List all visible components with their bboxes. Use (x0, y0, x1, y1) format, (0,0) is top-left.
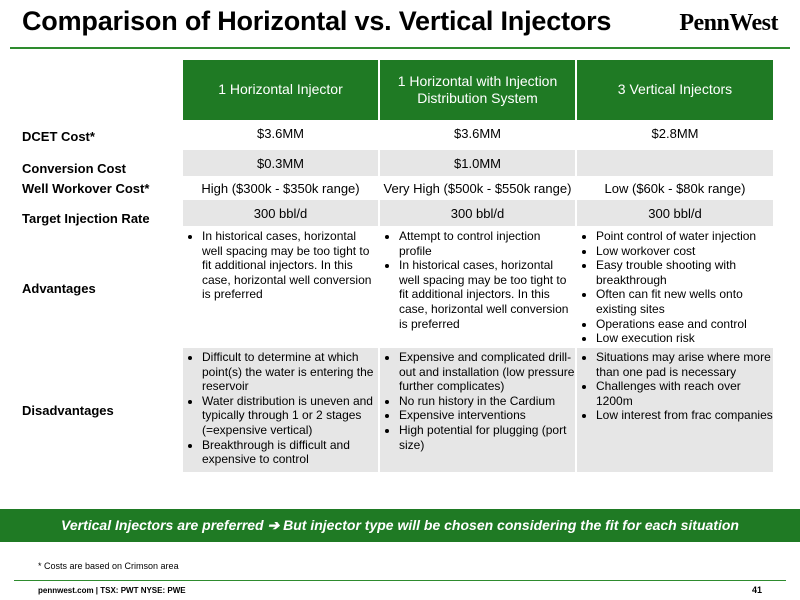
disadvantages-vertical (577, 348, 773, 472)
cell-rate-vertical: 300 bbl/d (577, 200, 773, 226)
cell-dcet-horizontal-ids: $3.6MM (454, 125, 501, 141)
cell-workover-horizontal-ids: Very High ($500k - $550k range) (383, 180, 572, 196)
advantages-horizontal (183, 229, 378, 302)
list-item: • Expensive interventions (399, 408, 575, 423)
title-divider (10, 47, 790, 49)
cell-rate-horizontal-ids: 300 bbl/d (380, 200, 575, 226)
disadvantages-horizontal-ids (380, 348, 575, 472)
list-item: • Operations ease and control (596, 317, 773, 332)
cell-conversion-horizontal: $0.3MM (183, 150, 378, 176)
column-header-horizontal: 1 Horizontal Injector (183, 60, 378, 120)
page-number: 41 (751, 585, 762, 595)
cell-conversion-horizontal-ids: $1.0MM (380, 150, 575, 176)
list-item: • Situations may arise where more than one pad is necessary (596, 350, 773, 379)
cell-dcet-vertical: $2.8MM (651, 125, 699, 141)
list-item: • Easy trouble shooting with breakthrough (596, 258, 773, 287)
list-item: • Difficult to determine at which point(s) the water is entering the reservoir (202, 350, 378, 394)
cell-workover-horizontal: High ($300k - $350k range) (201, 180, 360, 196)
footnote: * Costs are based on Crimson area (38, 561, 179, 571)
row-label-injection-rate: Target Injection Rate (22, 210, 150, 226)
list-item: • Attempt to control injection profile (399, 229, 575, 258)
footer-divider (14, 580, 786, 581)
list-item: • Point control of water injection (596, 229, 773, 244)
column-header-vertical: 3 Vertical Injectors (577, 60, 773, 120)
cell-dcet-horizontal: $3.6MM (257, 125, 304, 141)
list-item: • No run history in the Cardium (399, 394, 575, 409)
page-title: Comparison of Horizontal vs. Vertical Injectors (22, 6, 612, 36)
list-item: • Low execution risk (596, 331, 773, 346)
list-item: • In historical cases, horizontal well spacing may be too tight to fit additional injectors. In this case, horizontal well conversion is preferred (202, 229, 378, 302)
list-item: • In historical cases, horizontal well spacing may be too tight to fit additional injectors. In this case, horizontal well conversion is preferred (399, 258, 575, 331)
list-item: • Water distribution is uneven and typically through 1 or 2 stages (=expensive vertical) (202, 394, 378, 438)
row-label-advantages: Advantages (22, 280, 96, 296)
cell-rate-horizontal: 300 bbl/d (183, 200, 378, 226)
list-item: • Challenges with reach over 1200m (596, 379, 773, 408)
table-header (183, 60, 773, 120)
list-item: • Low workover cost (596, 244, 773, 259)
disadvantages-horizontal (183, 348, 378, 472)
advantages-vertical (577, 229, 773, 346)
row-label-dcet-cost: DCET Cost* (22, 128, 95, 144)
company-logo: PennWest (679, 10, 778, 36)
list-item: • Low interest from frac companies (596, 408, 773, 423)
advantages-horizontal-ids (380, 229, 575, 331)
list-item: • Often can fit new wells onto existing sites (596, 287, 773, 316)
conclusion-banner: Vertical Injectors are preferred ➔ But injector type will be chosen considering the fit for each situation (0, 509, 800, 542)
footer-links: pennwest.com | TSX: PWT NYSE: PWE (38, 586, 186, 595)
cell-workover-vertical: Low ($60k - $80k range) (604, 180, 746, 196)
row-label-disadvantages: Disadvantages (22, 402, 114, 418)
cell-conversion-vertical (577, 150, 773, 176)
list-item: • High potential for plugging (port size) (399, 423, 575, 452)
column-header-horizontal-ids: 1 Horizontal with Injection Distribution System (380, 60, 575, 120)
row-label-workover-cost: Well Workover Cost* (22, 180, 150, 196)
list-item: • Expensive and complicated drill-out and installation (low pressure further complicates) (399, 350, 575, 394)
row-label-conversion-cost: Conversion Cost (22, 160, 127, 176)
list-item: • Breakthrough is difficult and expensive to control (202, 438, 378, 467)
